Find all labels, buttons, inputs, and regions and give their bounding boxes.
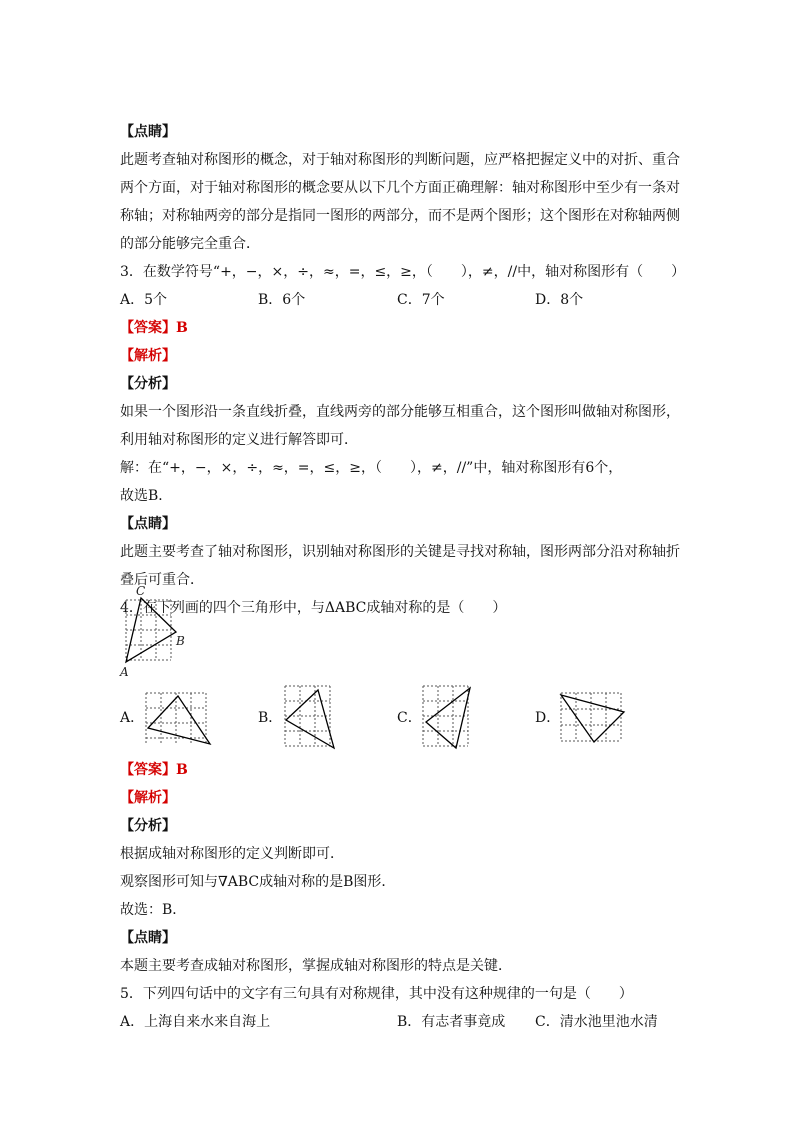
q5-option-b: B．有志者事竟成 bbox=[397, 1014, 506, 1030]
q3-fenxi-heading: 【分析】 bbox=[120, 376, 176, 392]
vertex-label-c: C bbox=[136, 584, 146, 598]
question-4-stem: 4．在下列画的四个三角形中，与ΔABC成轴对称的是（ ） bbox=[120, 600, 507, 616]
q4-option-c-label: C． bbox=[397, 710, 422, 726]
q5-option-a: A．上海自来水来自海上 bbox=[120, 1014, 271, 1030]
paragraph-line: 根据成轴对称图形的定义判断即可． bbox=[120, 846, 344, 862]
q3-jiexi-heading: 【解析】 bbox=[120, 348, 176, 364]
question-5-stem: 5．下列四句话中的文字有三句具有对称规律，其中没有这种规律的一句是（ ） bbox=[120, 986, 633, 1002]
q4-option-c-figure bbox=[420, 684, 476, 752]
paragraph-line: 两个方面，对于轴对称图形的概念要从以下几个方面正确理解：轴对称图形中至少有一条对 bbox=[120, 180, 680, 196]
q4-answer: 【答案】B bbox=[120, 762, 188, 778]
paragraph-line: 本题主要考查成轴对称图形，掌握成轴对称图形的特点是关键． bbox=[120, 958, 512, 974]
q4-fenxi-heading: 【分析】 bbox=[120, 818, 176, 834]
q4-option-a-label: A． bbox=[120, 710, 145, 726]
q5-option-c: C．清水池里池水清 bbox=[535, 1014, 658, 1030]
q3-option-c: C．7个 bbox=[397, 292, 445, 308]
q3-option-d: D．8个 bbox=[535, 292, 584, 308]
q4-option-d-figure bbox=[558, 690, 630, 748]
paragraph-line: 此题主要考查了轴对称图形，识别轴对称图形的关键是寻找对称轴，图形两部分沿对称轴折 bbox=[120, 544, 680, 560]
paragraph-line: 故选B． bbox=[120, 488, 173, 504]
q4-option-b-figure bbox=[282, 684, 338, 752]
vertex-label-b: B bbox=[176, 634, 185, 648]
vertex-label-a: A bbox=[120, 665, 129, 679]
paragraph-line: 解：在“+，−，×，÷，≈，=，≤，≥，（ ），≠，//”中，轴对称图形有6个， bbox=[120, 460, 623, 476]
q4-option-a-figure bbox=[144, 690, 214, 748]
paragraph-line: 故选：B． bbox=[120, 902, 187, 918]
q3-dianjing-heading: 【点睛】 bbox=[120, 516, 176, 532]
q3-answer: 【答案】B bbox=[120, 320, 188, 336]
dianjing-heading-1: 【点睛】 bbox=[120, 124, 176, 140]
q3-option-a: A．5个 bbox=[120, 292, 168, 308]
paragraph-line: 观察图形可知与∇ABC成轴对称的是B图形． bbox=[120, 874, 396, 890]
q4-jiexi-heading: 【解析】 bbox=[120, 790, 176, 806]
paragraph-line: 的部分能够完全重合． bbox=[120, 236, 260, 252]
q4-dianjing-heading: 【点睛】 bbox=[120, 930, 176, 946]
paragraph-line: 此题考查轴对称图形的概念，对于轴对称图形的判断问题，应严格把握定义中的对折、重合 bbox=[120, 152, 680, 168]
paragraph-line: 利用轴对称图形的定义进行解答即可． bbox=[120, 432, 358, 448]
triangle-abc-figure bbox=[118, 582, 188, 682]
q4-option-b-label: B． bbox=[258, 710, 283, 726]
question-3-stem: 3．在数学符号“+，−，×，÷，≈，=，≤，≥，（ ），≠，//中，轴对称图形有（ ） bbox=[120, 264, 686, 280]
q3-option-b: B．6个 bbox=[258, 292, 306, 308]
paragraph-line: 如果一个图形沿一条直线折叠，直线两旁的部分能够互相重合，这个图形叫做轴对称图形， bbox=[120, 404, 680, 420]
paragraph-line: 叠后可重合． bbox=[120, 572, 204, 588]
paragraph-line: 称轴；对称轴两旁的部分是指同一图形的两部分，而不是两个图形；这个图形在对称轴两侧 bbox=[120, 208, 680, 224]
q4-option-d-label: D． bbox=[535, 710, 561, 726]
